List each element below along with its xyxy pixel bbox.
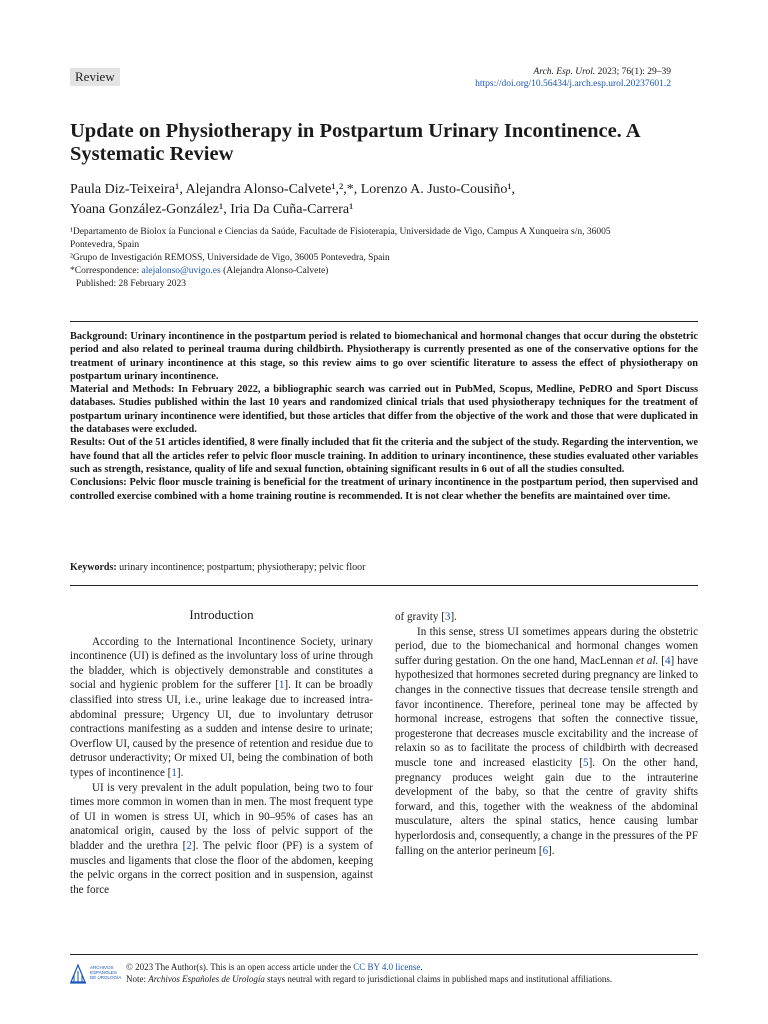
- abstract-top-rule: [70, 321, 698, 322]
- abstract-background: Background: Urinary incontinence in the postpartum period is related to biomechanical and hormonal changes that occur during the obstetric period and also related to perineal trauma during childbirth. Physiotherapy is currently presented as one of the conservative options for the treatment of urinary incontinence at this stage, so this review aims to go over scientific literature to assess the effect of physiotherapy on postpartum urinary incontinence.: [70, 331, 698, 382]
- abstract: [70, 330, 698, 503]
- affiliations: [70, 226, 710, 291]
- author-line-2: Yoana González-González¹, Iria Da Cuña-Carrera¹: [70, 202, 354, 217]
- journal-citation: [475, 66, 671, 90]
- body-column-right: [395, 610, 698, 858]
- keywords-text: urinary incontinence; postpartum; physiotherapy; pelvic floor: [116, 562, 366, 573]
- author-line-1: Paula Diz-Teixeira¹, Alejandra Alonso-Calvete¹,²,*, Lorenzo A. Justo-Cousiño¹,: [70, 182, 516, 197]
- article-type-badge: Review: [70, 68, 120, 86]
- affiliation-2: ²Grupo de Investigación REMOSS, Universidade de Vigo, 36005 Pontevedra, Spain: [70, 253, 390, 263]
- doi-link[interactable]: https://doi.org/10.56434/j.arch.esp.urol.20237601.2: [475, 79, 671, 89]
- journal-logo-text: ARCHIVOS ESPAÑOLES DE UROLOGÍA: [90, 965, 122, 980]
- article-title: Update on Physiotherapy in Postpartum Urinary Incontinence. A Systematic Review: [70, 120, 640, 165]
- affiliation-1: ¹Departamento de Biolox ía Funcional e Ciencias da Saúde, Facultade de Fisioterapia, Universidade de Vigo, Campus A Xunqueira s/n, 36005: [70, 227, 611, 237]
- abstract-methods: Material and Methods: In February 2022, a bibliographic search was carried out in PubMed, Scopus, Medline, PeDRO and Sport Discuss databases. Studies published within the last 10 years and randomized clinical trials that used physiotherapy techniques for the treatment of postpartum urinary incontinence were identified, but those articles that differ from the objective of the work and those that were duplicated in the databases were excluded.: [70, 384, 698, 436]
- author-list: [70, 180, 710, 220]
- abstract-conclusions: Conclusions: Pelvic floor muscle training is beneficial for the treatment of urinary incontinence in the postpartum period, then supervised and controlled exercise combined with a home training routine is recommended. It is not clear whether the benefits are maintained over time.: [70, 477, 698, 502]
- intro-paragraph-2-cont: of gravity [3].: [395, 611, 457, 623]
- footer-rule: [70, 954, 698, 955]
- ref-link-5[interactable]: 5: [583, 756, 589, 769]
- body-column-left: [70, 608, 373, 897]
- copyright-notice: © 2023 The Author(s). This is an open access article under the CC BY 4.0 license.: [126, 962, 423, 972]
- correspondence: *Correspondence: alejalonso@uvigo.es (Alejandra Alonso-Calvete): [70, 266, 329, 276]
- journal-volume: 2023; 76(1): 29–39: [597, 67, 671, 77]
- neutrality-note: Note: Archivos Españoles de Urología stays neutral with regard to jurisdictional claims in published maps and institutional affiliations.: [126, 973, 613, 984]
- ref-link-2[interactable]: 2: [186, 839, 192, 852]
- keywords-label: Keywords:: [70, 562, 117, 573]
- ref-link-1b[interactable]: 1: [171, 766, 177, 779]
- keywords: [70, 562, 698, 573]
- published-date: Published: 28 February 2023: [76, 279, 187, 289]
- abstract-results: Results: Out of the 51 articles identified, 8 were finally included that fit the criteria and the subject of the study. Regarding the intervention, we have found that all the articles refer to pelvic floor muscle training. In addition to urinary incontinence, these studies evaluated other variables such as strength, resistance, quality of life and sexual function, obtaining significant results in 6 out of all the studies consulted.: [70, 437, 698, 475]
- affiliation-1-cont: Pontevedra, Spain: [70, 240, 140, 250]
- journal-name: Arch. Esp. Urol.: [533, 67, 596, 77]
- abstract-bottom-rule: [70, 585, 698, 586]
- ref-link-6[interactable]: 6: [542, 844, 549, 857]
- journal-logo-icon: [68, 962, 88, 986]
- license-link[interactable]: CC BY 4.0 license: [353, 962, 421, 972]
- ref-link-4[interactable]: 4: [664, 654, 671, 667]
- correspondence-email-link[interactable]: alejalonso@uvigo.es: [141, 266, 221, 276]
- intro-paragraph-2: UI is very prevalent in the adult population, being two to four times more common in women than in men. The most frequent type of UI in women is stress UI, which in 90–95% of cases has an anatomical origin, caused by the loss of pelvic support of the bladder and the urethra [2]. The pelvic floor (PF) is a system of muscles and ligaments that close the floor of the abdomen, keeping the pelvic organs in the correct position and in suspension, against the force: [70, 781, 373, 896]
- ref-link-1[interactable]: 1: [278, 679, 285, 692]
- journal-logo: [68, 962, 122, 986]
- intro-paragraph-1: According to the International Incontinence Society, urinary incontinence (UI) is defined as the involuntary loss of urine through the bladder, which is objectively demonstrable and constitutes a social and hygienic problem for the sufferer [1]. It can be broadly classified into stress UI, i.e., urine leakage due to increased intra-abdominal pressure; Urgency UI, due to involuntary detrusor contractions manifesting as a sudden and intense desire to urinate; Overflow UI, caused by the presence of retention and residue due to detrusor underactivity; Or mixed UI, being the combination of both types of incontinence [1].: [70, 635, 374, 779]
- ref-link-3[interactable]: 3: [444, 611, 451, 623]
- intro-paragraph-3: In this sense, stress UI sometimes appears during the obstetric period, due to the biomechanical and hormonal changes women suffer during gestation. On the one hand, MacLennan et al. [4] have hypothesized that hormones secreted during pregnancy are linked to changes in the connective tissues that decrease tensile strength and favor incontinence. Therefore, perineal tone may be affected by hormonal increase, estrogens that soften the connective tissue, progesterone that decreases muscle excitability and the increase of relaxin so as to facilitate the process of childbirth with decreased muscle tone and increased elasticity [5]. On the other hand, pregnancy produces weight gain due to the intrauterine development of the baby, so that the centre of gravity shifts forward, and this, together with the weakness of the abdominal musculature, alters the spinal statics, hence causing lumbar hyperlordosis and, consequently, a change in the pressures of the PF falling on the anterior perineum [6].: [395, 625, 699, 857]
- section-heading-introduction: Introduction: [189, 607, 254, 622]
